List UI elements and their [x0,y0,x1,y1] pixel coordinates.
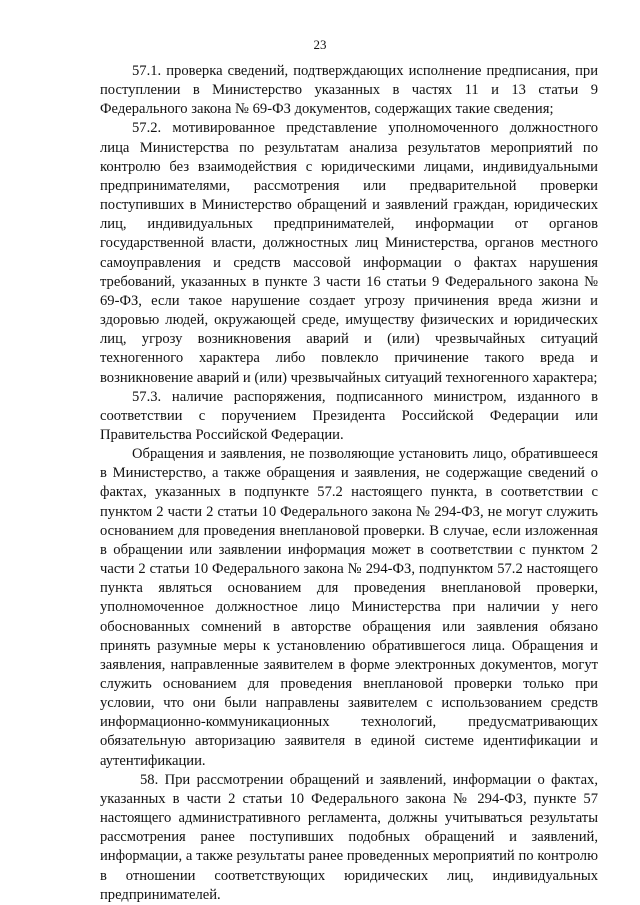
paragraph-57-2: 57.2. мотивированное представление уполномоченного должностного лица Министерства по результатам анализа результатов мероприятий по контролю без взаимодействия с юридическими лицами, индивидуальными предпринимателями, рассмотрения или предварительной проверки поступивших в Министерство обращений и заявлений граждан, юридических лиц, индивидуальных предпринимателей, информации от органов государственной власти, должностных лиц Министерства, органов местного самоуправления и средств массовой информации о фактах нарушения требований, указанных в пункте 3 части 16 статьи 9 Федерального закона № 69-ФЗ, если такое нарушение создает угрозу причинения вреда жизни и здоровью людей, окружающей среде, имуществу физических и юридических лиц, угрозу возникновения аварий и (или) чрезвычайных ситуаций техногенного характера либо повлекло причинение такого вреда и возникновение аварий и (или) чрезвычайных ситуаций техногенного характера; [100,120,598,386]
paragraph-appeals: Обращения и заявления, не позволяющие установить лицо, обратившееся в Министерство, а также обращения и заявления, не содержащие сведений о фактах, указанных в подпункте 57.2 настоящего пункта, в соответствии с пунктом 2 части 2 статьи 10 Федерального закона № 294-ФЗ, не могут служить основанием для проведения внеплановой проверки. В случае, если изложенная в обращении или заявлении информация может в соответствии с пунктом 2 части 2 статьи 10 Федерального закона № 294-ФЗ, подпунктом 57.2 настоящего пункта являться основанием для проведения внеплановой проверки, уполномоченное должностное лицо Министерства при наличии у него обоснованных сомнений в авторстве обращения или заявления обязано принять разумные меры к установлению обратившегося лица. Обращения и заявления, направленные заявителем в форме электронных документов, могут служить основанием для проведения внеплановой проверки только при условии, что они были направлены заявителем с использованием средств информационно-коммуникационных технологий, предусматривающих обязательную авторизацию заявителя в единой системе идентификации и аутентификации. [100,446,598,769]
document-body [100,62,598,905]
paragraph-57-1: 57.1. проверка сведений, подтверждающих исполнение предписания, при поступлении в Министерство указанных в частях 11 и 13 статьи 9 Федерального закона № 69-ФЗ документов, содержащих такие сведения; [100,63,598,118]
page-number: 23 [313,37,327,52]
paragraph-58: 58. При рассмотрении обращений и заявлений, информации о фактах, указанных в части 2 статьи 10 Федерального закона № 294-ФЗ, пункте 57 настоящего административного регламента, должны учитываться результаты рассмотрения ранее поступивших подобных обращений и заявлений, информации, а также результаты ранее проведенных мероприятий по контролю в отношении соответствующих юридических лиц, индивидуальных предпринимателей. [100,771,598,903]
paragraph-57-3: 57.3. наличие распоряжения, подписанного министром, изданного в соответствии с поручением Президента Российской Федерации или Правительства Российской Федерации. [100,388,598,443]
